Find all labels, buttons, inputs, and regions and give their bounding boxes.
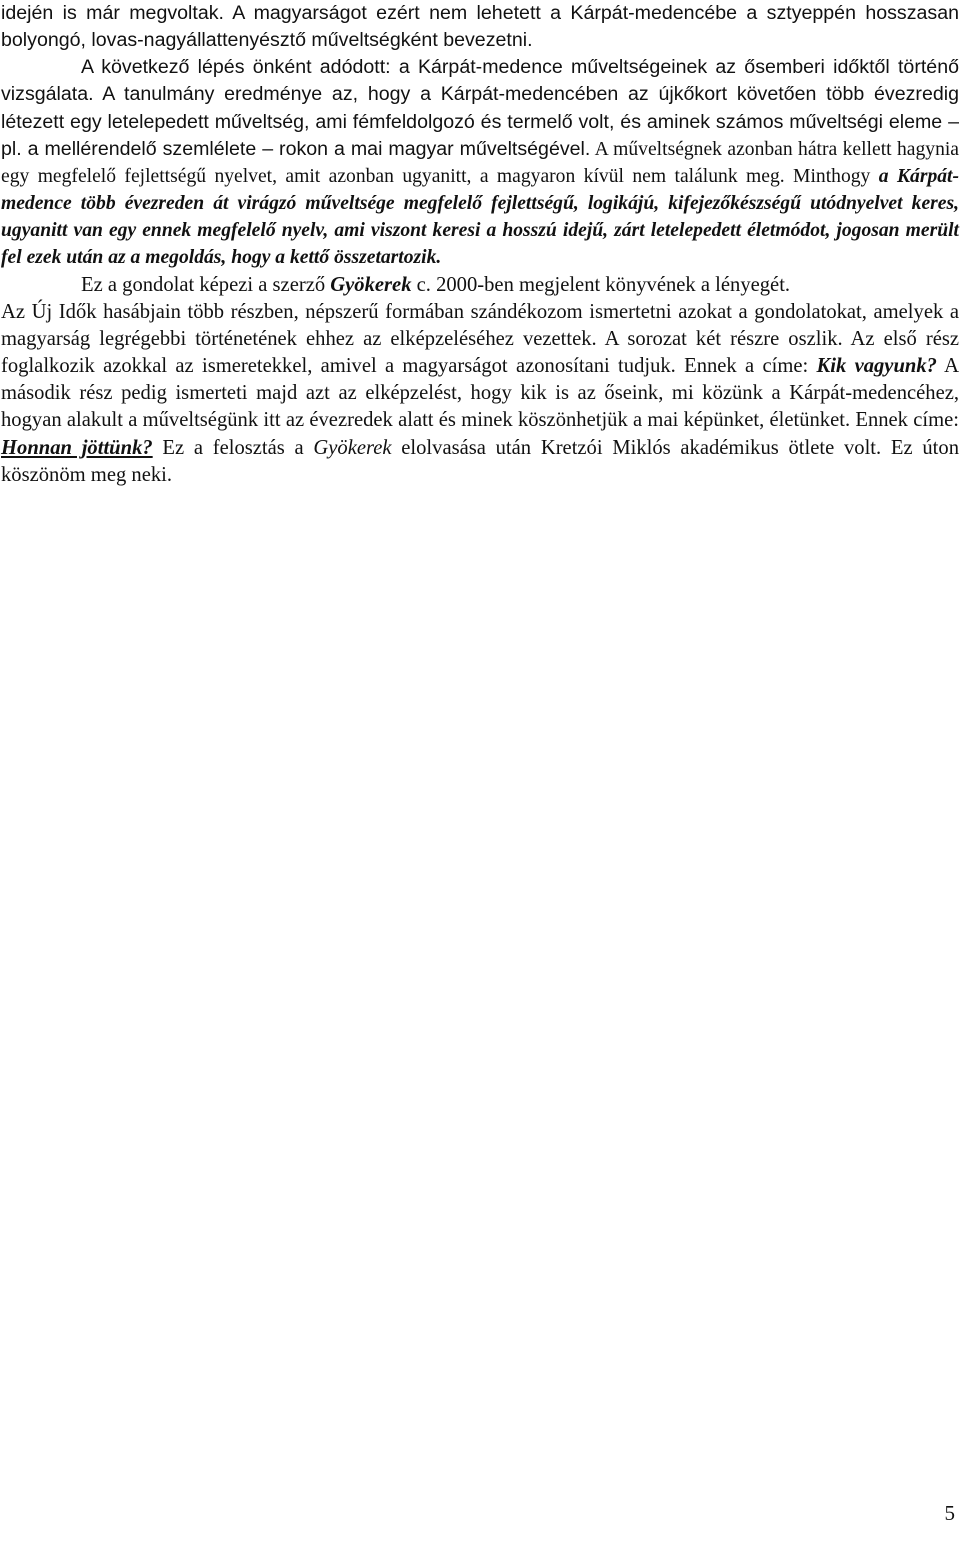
paragraph-continued [1, 0, 959, 54]
series-title-1: Kik vagyunk? [816, 355, 937, 378]
paragraph-4-part-2: A második rész pedig ismerteti majd azt az elképzelést, hogy kik is az őseink, mi közünk a Kárpát-medencéhez, hogyan alakult a műveltségünk itt az évezredek alatt és minek köszönhetjük a mai képünket, életünket. Ennek címe: [1, 355, 959, 432]
series-title-2: Honnan jöttünk? [1, 436, 153, 459]
paragraph-3-part-1: Ez a gondolat képezi a szerző [81, 273, 331, 296]
document-page [0, 0, 960, 489]
paragraph-4-part-1: Az Új Idők hasábjain több részben, népszerű formában szándékozom ismertetni azokat a gondolatokat, amelyek a magyarság legrégebbi történetének ehhez az elképzeléséhez vezettek. A sorozat két részre oszlik. Az első rész foglalkozik azokkal az ismeretekkel, amivel a magyarságot azonosítani tudjuk. Ennek a címe: [1, 300, 959, 378]
paragraph-study-result [1, 54, 959, 271]
paragraph-1-text: idején is már megvoltak. A magyarságot ezért nem lehetett a Kárpát-medencébe a sztyeppén hosszasan bolyongó, lovas-nagyállattenyésztő műveltségként bevezetni. [1, 2, 959, 52]
paragraph-4-book-title: Gyökerek [313, 436, 392, 459]
paragraph-3-book-title: Gyökerek [330, 273, 412, 296]
paragraph-4-part-4: elolvasása után Kretzói Miklós akadémikus ötlete volt. Ez úton köszönöm meg neki. [1, 436, 959, 486]
paragraph-3-part-2: c. 2000-ben megjelent könyvének a lényegét. [411, 273, 791, 296]
paragraph-series-outline [1, 299, 959, 489]
paragraph-4-part-3: Ez a felosztás a [152, 436, 314, 459]
paragraph-2-part-2: A műveltségnek azonban hátra kellett hagynia egy megfelelő fejlettségű nyelvet, amit azonban ugyanitt, a magyaron kívül nem találunk meg. Minthogy [1, 138, 960, 187]
paragraph-book-essence [1, 272, 959, 299]
page-number: 5 [944, 1501, 955, 1525]
paragraph-2-part-1: A következő lépés önként adódott: a Kárpát-medence műveltségeinek az ősemberi időktől történő vizsgálata. A tanulmány eredménye az, hogy a Kárpát-medencében az újkőkort követően több évezredig létezett egy letelepedett műveltség, ami fémfeldolgozó és termelő volt, és aminek számos műveltségi eleme – pl. a mellérendelő szemlélete – rokon a mai magyar műveltségével. [1, 56, 959, 160]
paragraph-2-emphasis: a Kárpát-medence több évezreden át virágzó műveltsége megfelelő fejlettségű, logikájú, kifejezőkészségű utódnyelvet keres, ugyanitt van egy ennek megfelelő nyelv, ami viszont keresi a hosszú idejű, zárt letelepedett életmódot, jogosan merült fel ezek után az a megoldás, hogy a kettő összetartozik. [1, 165, 960, 269]
